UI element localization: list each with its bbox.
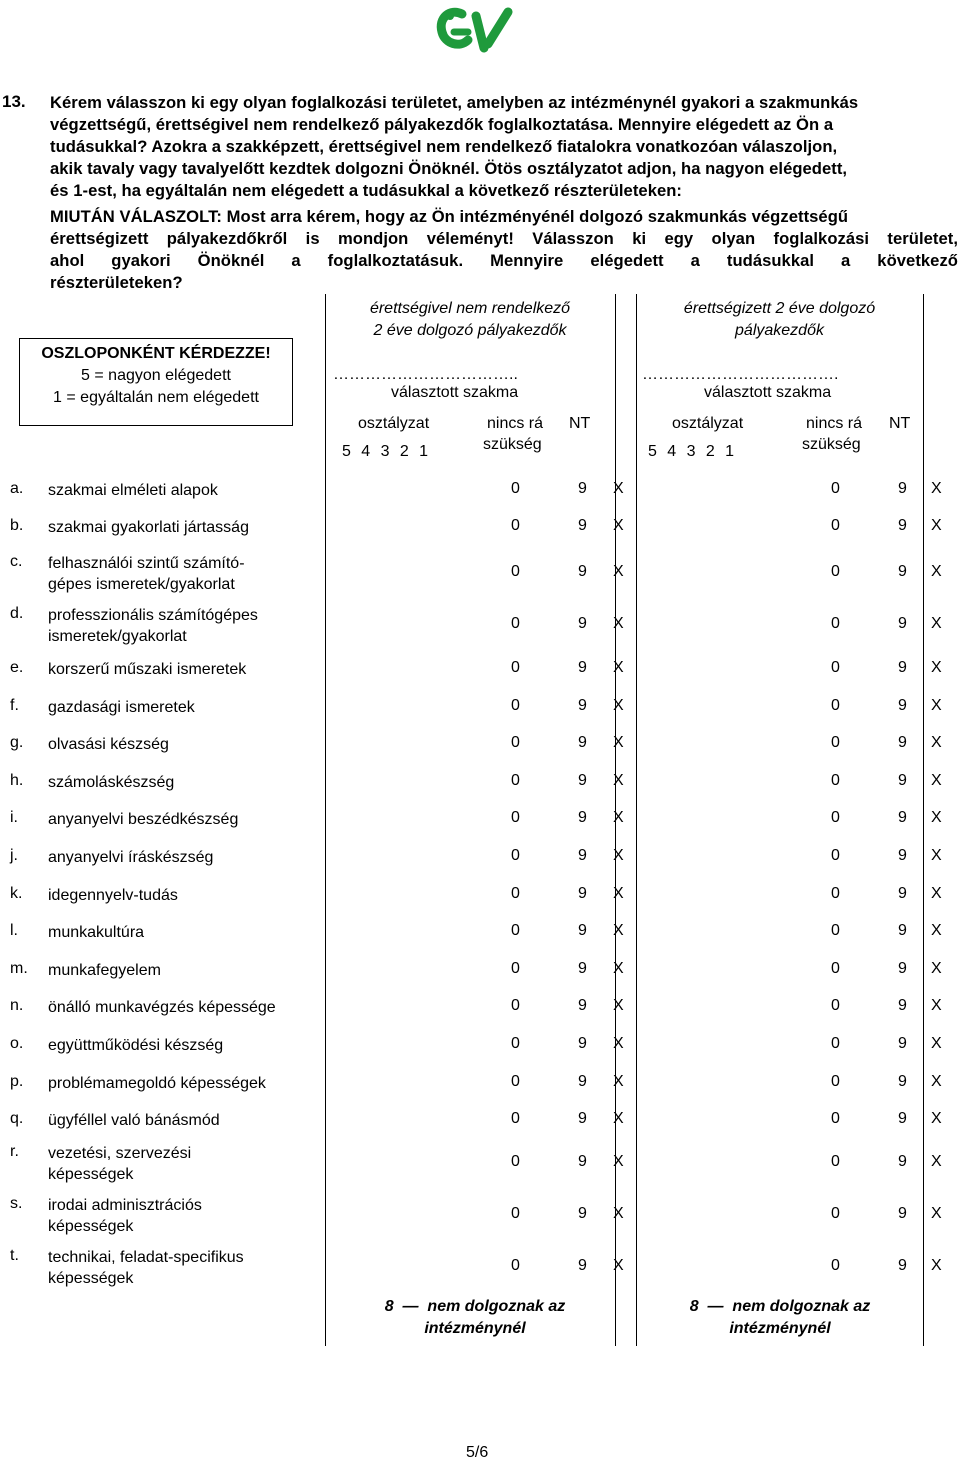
code-col1-x[interactable]: X bbox=[613, 847, 624, 864]
code-col2-nine[interactable]: 9 bbox=[898, 734, 907, 751]
code-col2-nine[interactable]: 9 bbox=[898, 809, 907, 826]
question-line-2: végzettségű, érettségivel nem rendelkező pályakezdők foglalkoztatása. Mennyire elégedett az Ön a bbox=[50, 115, 834, 134]
code-col1-zero[interactable]: 0 bbox=[511, 772, 520, 789]
row-letter: t. bbox=[10, 1247, 19, 1264]
row-label: szakmai elméleti alapok bbox=[48, 482, 218, 499]
row-label: önálló munkavégzés képessége bbox=[48, 999, 276, 1016]
row-label: munkafegyelem bbox=[48, 962, 161, 979]
column-1-footer-1: 8 — nem dolgoznak az bbox=[384, 1298, 566, 1315]
code-col2-zero[interactable]: 0 bbox=[831, 1073, 840, 1090]
code-col2-nine[interactable]: 9 bbox=[898, 615, 907, 632]
code-col1-x[interactable]: X bbox=[613, 1073, 624, 1090]
code-col2-x[interactable]: X bbox=[931, 517, 942, 534]
column-1-no-need-1: nincs rá bbox=[487, 415, 544, 432]
column-1-footer-2: intézménynél bbox=[424, 1320, 526, 1337]
code-col1-x[interactable]: X bbox=[613, 615, 624, 632]
code-col1-nine[interactable]: 9 bbox=[578, 517, 587, 534]
code-col2-x[interactable]: X bbox=[931, 734, 942, 751]
code-col2-x[interactable]: X bbox=[931, 563, 942, 580]
code-col2-nine[interactable]: 9 bbox=[898, 697, 907, 714]
code-col2-x[interactable]: X bbox=[931, 1153, 942, 1170]
code-col1-nine[interactable]: 9 bbox=[578, 697, 587, 714]
row-label: korszerű műszaki ismeretek bbox=[48, 661, 247, 678]
code-col2-zero[interactable]: 0 bbox=[831, 1205, 840, 1222]
code-col2-zero[interactable]: 0 bbox=[831, 517, 840, 534]
column-2-footer bbox=[630, 1296, 930, 1340]
company-logo bbox=[432, 4, 522, 56]
code-col1-x[interactable]: X bbox=[613, 885, 624, 902]
code-col1-zero[interactable]: 0 bbox=[511, 1110, 520, 1127]
code-col1-zero[interactable]: 0 bbox=[511, 809, 520, 826]
code-col1-x[interactable]: X bbox=[613, 1110, 624, 1127]
code-col2-x[interactable]: X bbox=[931, 1257, 942, 1274]
code-col2-x[interactable]: X bbox=[931, 1073, 942, 1090]
row-label: olvasási készség bbox=[48, 736, 169, 753]
code-col2-nine[interactable]: 9 bbox=[898, 1110, 907, 1127]
code-col2-nine[interactable]: 9 bbox=[898, 1153, 907, 1170]
instruction-scale-low: 1 = egyáltalán nem elégedett bbox=[53, 389, 259, 406]
code-col2-x[interactable]: X bbox=[931, 1035, 942, 1052]
code-col2-zero[interactable]: 0 bbox=[831, 480, 840, 497]
code-col2-zero[interactable]: 0 bbox=[831, 1257, 840, 1274]
row-letter: p. bbox=[10, 1073, 24, 1090]
code-col1-nine[interactable]: 9 bbox=[578, 847, 587, 864]
code-col1-nine[interactable]: 9 bbox=[578, 659, 587, 676]
row-letter: n. bbox=[10, 997, 24, 1014]
code-col2-x[interactable]: X bbox=[931, 885, 942, 902]
column-1-dots: …………………………….. bbox=[333, 366, 518, 383]
row-letter: k. bbox=[10, 885, 23, 902]
column-2-nt: NT bbox=[889, 415, 911, 432]
code-col1-zero[interactable]: 0 bbox=[511, 922, 520, 939]
row-letter: j. bbox=[10, 847, 18, 864]
row-label-line-2: gépes ismeretek/gyakorlat bbox=[48, 576, 235, 593]
code-col1-nine[interactable]: 9 bbox=[578, 997, 587, 1014]
code-col1-nine[interactable]: 9 bbox=[578, 1110, 587, 1127]
column-2-footer-2: intézménynél bbox=[729, 1320, 831, 1337]
row-label: munkakultúra bbox=[48, 924, 145, 941]
code-col1-x[interactable]: X bbox=[613, 1205, 624, 1222]
question-line-8: ahol gyakori Önöknél a foglalkoztatásuk. Mennyire elégedett a tudásukkal a következő bbox=[50, 251, 958, 270]
row-letter: s. bbox=[10, 1195, 23, 1212]
code-col1-nine[interactable]: 9 bbox=[578, 480, 587, 497]
question-line-5: és 1-est, ha egyáltalán nem elégedett a tudásukkal a következő részterületeken: bbox=[50, 181, 683, 200]
code-col1-nine[interactable]: 9 bbox=[578, 885, 587, 902]
row-label-line-1: irodai adminisztrációs bbox=[48, 1197, 202, 1214]
code-col1-x[interactable]: X bbox=[613, 922, 624, 939]
code-col1-x[interactable]: X bbox=[613, 997, 624, 1014]
code-col2-x[interactable]: X bbox=[931, 480, 942, 497]
row-letter: o. bbox=[10, 1035, 24, 1052]
code-col2-nine[interactable]: 9 bbox=[898, 517, 907, 534]
code-col1-nine[interactable]: 9 bbox=[578, 960, 587, 977]
question-line-7: érettségizett pályakezdőkről is mondjon véleményt! Válasszon ki egy olyan foglalkozási területet, bbox=[50, 229, 958, 248]
row-letter: e. bbox=[10, 659, 24, 676]
code-col2-nine[interactable]: 9 bbox=[898, 1205, 907, 1222]
code-col1-zero[interactable]: 0 bbox=[511, 563, 520, 580]
code-col1-zero[interactable]: 0 bbox=[511, 480, 520, 497]
column-1-grade-label: osztályzat bbox=[358, 415, 430, 432]
code-col1-zero[interactable]: 0 bbox=[511, 997, 520, 1014]
code-col1-x[interactable]: X bbox=[613, 809, 624, 826]
column-1-chosen: választott szakma bbox=[391, 384, 519, 401]
code-col2-zero[interactable]: 0 bbox=[831, 1153, 840, 1170]
row-label-line-2: képességek bbox=[48, 1166, 134, 1183]
column-2-title-1: érettségizett 2 éve dolgozó bbox=[683, 300, 876, 317]
row-label: ügyféllel való bánásmód bbox=[48, 1112, 220, 1129]
row-letter: g. bbox=[10, 734, 24, 751]
row-letter: c. bbox=[10, 553, 23, 570]
code-col2-zero[interactable]: 0 bbox=[831, 997, 840, 1014]
question-text bbox=[50, 92, 958, 294]
row-letter: m. bbox=[10, 960, 28, 977]
question-line-3: tudásukkal? Azokra a szakképzett, érettségivel nem rendelkező fiatalokra vonatkozóan válaszoljon, bbox=[50, 137, 838, 156]
code-col1-nine[interactable]: 9 bbox=[578, 734, 587, 751]
code-col2-x[interactable]: X bbox=[931, 697, 942, 714]
row-label: anyanyelvi beszédkészség bbox=[48, 811, 239, 828]
column-2-no-need-1: nincs rá bbox=[806, 415, 863, 432]
column-1-header bbox=[325, 298, 615, 342]
column-2-dots: ………………………………. bbox=[642, 366, 839, 383]
code-col2-x[interactable]: X bbox=[931, 659, 942, 676]
code-col2-nine[interactable]: 9 bbox=[898, 1257, 907, 1274]
column-1-footer bbox=[325, 1296, 625, 1340]
page-number: 5/6 bbox=[466, 1444, 489, 1461]
code-col2-zero[interactable]: 0 bbox=[831, 847, 840, 864]
code-col2-x[interactable]: X bbox=[931, 997, 942, 1014]
row-label: együttműködési készség bbox=[48, 1037, 224, 1054]
code-col2-nine[interactable]: 9 bbox=[898, 997, 907, 1014]
column-1-grade-scale: 5 4 3 2 1 bbox=[342, 443, 429, 460]
row-label-line-2: képességek bbox=[48, 1218, 134, 1235]
code-col2-zero[interactable]: 0 bbox=[831, 734, 840, 751]
code-col1-nine[interactable]: 9 bbox=[578, 615, 587, 632]
column-2-footer-1: 8 — nem dolgoznak az bbox=[689, 1298, 871, 1315]
code-col2-x[interactable]: X bbox=[931, 922, 942, 939]
column-2-grade-scale: 5 4 3 2 1 bbox=[648, 443, 735, 460]
code-col2-nine[interactable]: 9 bbox=[898, 922, 907, 939]
code-col2-zero[interactable]: 0 bbox=[831, 772, 840, 789]
row-letter: l. bbox=[10, 922, 18, 939]
code-col1-x[interactable]: X bbox=[613, 563, 624, 580]
code-col1-nine[interactable]: 9 bbox=[578, 922, 587, 939]
code-col1-zero[interactable]: 0 bbox=[511, 847, 520, 864]
code-col2-zero[interactable]: 0 bbox=[831, 615, 840, 632]
code-col1-zero[interactable]: 0 bbox=[511, 734, 520, 751]
row-label-line-1: vezetési, szervezési bbox=[48, 1145, 192, 1162]
row-label-line-1: professzionális számítógépes bbox=[48, 607, 258, 624]
code-col2-nine[interactable]: 9 bbox=[898, 659, 907, 676]
code-col1-zero[interactable]: 0 bbox=[511, 1035, 520, 1052]
code-col2-x[interactable]: X bbox=[931, 615, 942, 632]
code-col2-nine[interactable]: 9 bbox=[898, 885, 907, 902]
code-col1-x[interactable]: X bbox=[613, 697, 624, 714]
code-col2-zero[interactable]: 0 bbox=[831, 809, 840, 826]
code-col1-zero[interactable]: 0 bbox=[511, 885, 520, 902]
row-label-line-2: képességek bbox=[48, 1270, 134, 1287]
question-line-4: akik tavaly vagy tavalyelőtt kezdtek dolgozni Önöknél. Ötös osztályzatot adjon, ha nagyon elégedett, bbox=[50, 159, 848, 178]
code-col2-zero[interactable]: 0 bbox=[831, 1110, 840, 1127]
code-col2-nine[interactable]: 9 bbox=[898, 847, 907, 864]
instruction-title: OSZLOPONKÉNT KÉRDEZZE! bbox=[41, 345, 271, 362]
row-label: számoláskészség bbox=[48, 774, 175, 791]
code-col1-zero[interactable]: 0 bbox=[511, 1153, 520, 1170]
code-col2-x[interactable]: X bbox=[931, 809, 942, 826]
code-col2-x[interactable]: X bbox=[931, 960, 942, 977]
code-col2-zero[interactable]: 0 bbox=[831, 659, 840, 676]
code-col1-nine[interactable]: 9 bbox=[578, 772, 587, 789]
row-label: idegennyelv-tudás bbox=[48, 887, 178, 904]
column-2-chosen: választott szakma bbox=[704, 384, 832, 401]
code-col2-nine[interactable]: 9 bbox=[898, 563, 907, 580]
column-2-grade-label: osztályzat bbox=[672, 415, 744, 432]
code-col1-x[interactable]: X bbox=[613, 1035, 624, 1052]
row-label: gazdasági ismeretek bbox=[48, 699, 195, 716]
code-col1-zero[interactable]: 0 bbox=[511, 697, 520, 714]
instruction-box bbox=[19, 338, 293, 426]
code-col1-nine[interactable]: 9 bbox=[578, 1205, 587, 1222]
code-col1-nine[interactable]: 9 bbox=[578, 809, 587, 826]
row-label-line-1: technikai, feladat-specifikus bbox=[48, 1249, 244, 1266]
question-line-6: MIUTÁN VÁLASZOLT: Most arra kérem, hogy az Ön intézményénél dolgozó szakmunkás végzettségű bbox=[50, 207, 849, 226]
instruction-scale-high: 5 = nagyon elégedett bbox=[81, 367, 231, 384]
row-letter: d. bbox=[10, 605, 24, 622]
row-label: szakmai gyakorlati jártasság bbox=[48, 519, 249, 536]
column-2-title-2: pályakezdők bbox=[735, 322, 824, 339]
code-col1-x[interactable]: X bbox=[613, 772, 624, 789]
code-col1-x[interactable]: X bbox=[613, 517, 624, 534]
code-col1-zero[interactable]: 0 bbox=[511, 1257, 520, 1274]
code-col1-zero[interactable]: 0 bbox=[511, 615, 520, 632]
code-col1-x[interactable]: X bbox=[613, 960, 624, 977]
row-letter: i. bbox=[10, 809, 18, 826]
column-1-title-1: érettségivel nem rendelkező bbox=[369, 300, 571, 317]
column-2-header bbox=[636, 298, 923, 342]
code-col1-nine[interactable]: 9 bbox=[578, 1073, 587, 1090]
code-col1-nine[interactable]: 9 bbox=[578, 1153, 587, 1170]
code-col2-zero[interactable]: 0 bbox=[831, 885, 840, 902]
code-col2-nine[interactable]: 9 bbox=[898, 1073, 907, 1090]
question-line-9: részterületeken? bbox=[50, 273, 183, 292]
code-col2-nine[interactable]: 9 bbox=[898, 1035, 907, 1052]
column-1-title-2: 2 éve dolgozó pályakezdők bbox=[373, 322, 567, 339]
row-label: problémamegoldó képességek bbox=[48, 1075, 266, 1092]
code-col2-x[interactable]: X bbox=[931, 772, 942, 789]
column-2-no-need-2: szükség bbox=[802, 436, 861, 453]
code-col2-nine[interactable]: 9 bbox=[898, 480, 907, 497]
code-col1-x[interactable]: X bbox=[613, 734, 624, 751]
code-col2-zero[interactable]: 0 bbox=[831, 922, 840, 939]
code-col1-zero[interactable]: 0 bbox=[511, 960, 520, 977]
code-col1-x[interactable]: X bbox=[613, 1153, 624, 1170]
code-col1-nine[interactable]: 9 bbox=[578, 1257, 587, 1274]
code-col2-nine[interactable]: 9 bbox=[898, 772, 907, 789]
row-label-line-2: ismeretek/gyakorlat bbox=[48, 628, 187, 645]
question-line-1: Kérem válasszon ki egy olyan foglalkozási területet, amelyben az intézménynél gyakori a szakmunkás bbox=[50, 93, 859, 112]
code-col2-nine[interactable]: 9 bbox=[898, 960, 907, 977]
code-col2-x[interactable]: X bbox=[931, 1110, 942, 1127]
column-1-nt: NT bbox=[569, 415, 591, 432]
column-1-no-need-2: szükség bbox=[483, 436, 542, 453]
row-letter: h. bbox=[10, 772, 24, 789]
code-col1-x[interactable]: X bbox=[613, 659, 624, 676]
row-letter: a. bbox=[10, 480, 24, 497]
row-letter: r. bbox=[10, 1143, 19, 1160]
row-letter: b. bbox=[10, 517, 24, 534]
row-letter: f. bbox=[10, 697, 19, 714]
code-col1-x[interactable]: X bbox=[613, 480, 624, 497]
code-col1-zero[interactable]: 0 bbox=[511, 659, 520, 676]
row-label: anyanyelvi íráskészség bbox=[48, 849, 214, 866]
code-col1-x[interactable]: X bbox=[613, 1257, 624, 1274]
code-col2-zero[interactable]: 0 bbox=[831, 960, 840, 977]
code-col2-zero[interactable]: 0 bbox=[831, 697, 840, 714]
code-col2-x[interactable]: X bbox=[931, 847, 942, 864]
code-col1-zero[interactable]: 0 bbox=[511, 1205, 520, 1222]
code-col1-zero[interactable]: 0 bbox=[511, 517, 520, 534]
row-letter: q. bbox=[10, 1110, 24, 1127]
code-col1-zero[interactable]: 0 bbox=[511, 1073, 520, 1090]
question-number: 13. bbox=[2, 92, 26, 111]
row-label-line-1: felhasználói szintű számító- bbox=[48, 555, 245, 572]
code-col2-zero[interactable]: 0 bbox=[831, 1035, 840, 1052]
code-col2-x[interactable]: X bbox=[931, 1205, 942, 1222]
code-col1-nine[interactable]: 9 bbox=[578, 563, 587, 580]
code-col2-zero[interactable]: 0 bbox=[831, 563, 840, 580]
code-col1-nine[interactable]: 9 bbox=[578, 1035, 587, 1052]
